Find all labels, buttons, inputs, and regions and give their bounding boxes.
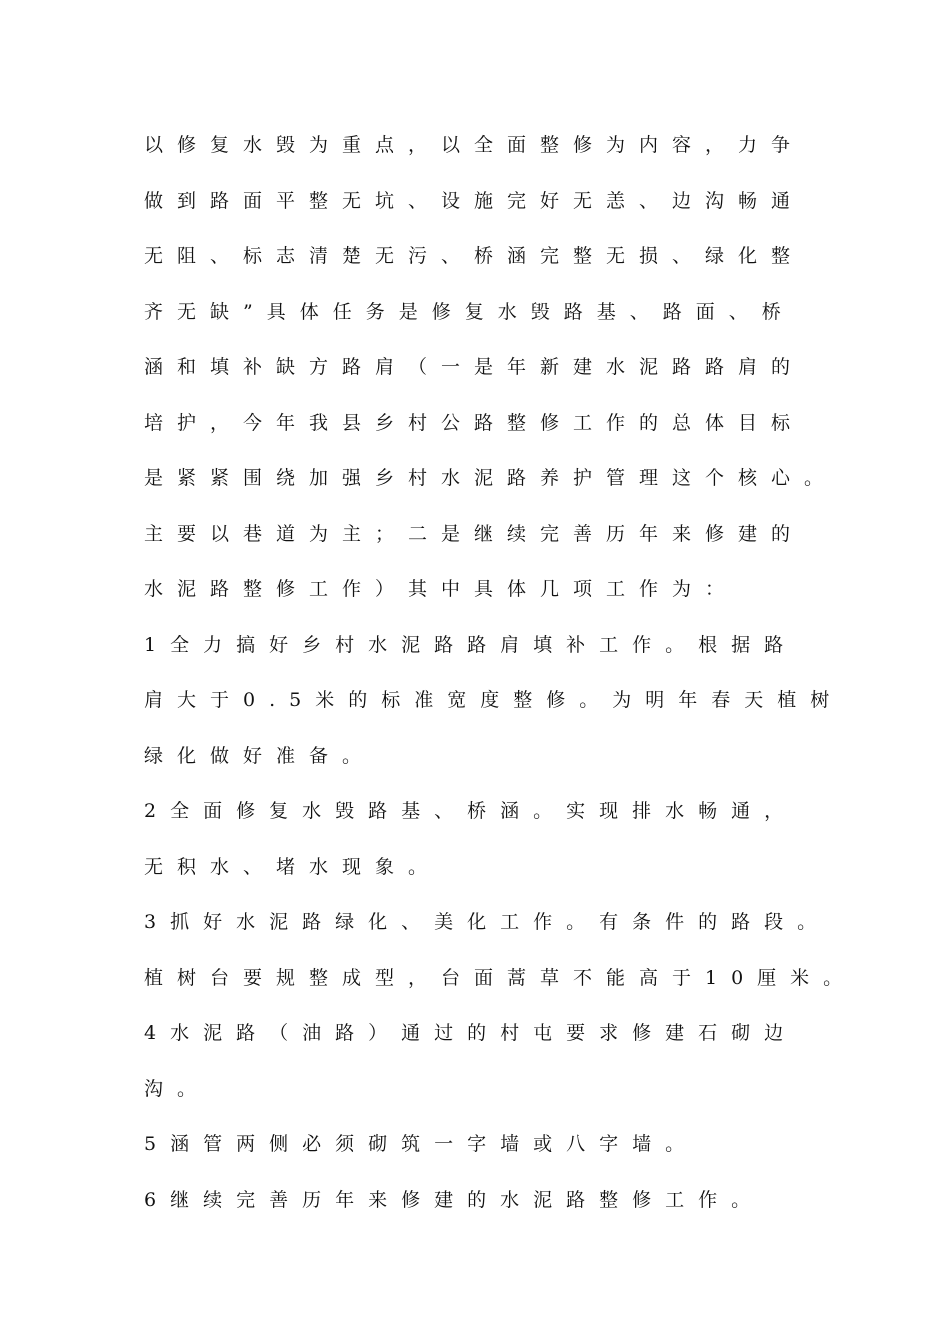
text-line: 齐无缺”具体任务是修复水毁路基、路面、桥: [144, 300, 795, 323]
text-line: 无阻、标志清楚无污、桥涵完整无损、绿化整: [144, 245, 805, 267]
list-item-5-line: 5涵管两侧必须砌筑一字墙或八字墙。: [144, 1133, 699, 1155]
text-line: 水泥路整修工作）其中具体几项工作为：: [144, 578, 739, 600]
document-body: [144, 124, 857, 1234]
list-item-1-line: 肩大于0.5米的标准宽度整修。为明年春天植树: [144, 689, 844, 711]
text-line: 以修复水毁为重点，以全面整修为内容，力争: [144, 134, 805, 156]
list-item-2-line: 2全面修复水毁路基、桥涵。实现排水畅通，: [144, 800, 798, 822]
text-line: 涵和填补缺方路肩（一是年新建水泥路路肩的: [144, 356, 805, 378]
list-item-2-line: 无积水、堵水现象。: [144, 855, 442, 878]
list-item-6-line: 6继续完善历年来修建的水泥路整修工作。: [144, 1188, 765, 1211]
text-line: 培护，今年我县乡村公路整修工作的总体目标: [144, 411, 805, 434]
list-item-4-line: 4水泥路（油路）通过的村屯要求修建石砌边: [144, 1022, 798, 1044]
text-line: 做到路面平整无坑、设施完好无恙、边沟畅通: [144, 189, 805, 212]
list-item-3-line: 3抓好水泥路绿化、美化工作。有条件的路段。: [144, 911, 831, 933]
list-item-1-line: 1全力搞好乡村水泥路路肩填补工作。根据路: [144, 633, 798, 656]
list-item-1-line: 绿化做好准备。: [144, 744, 376, 767]
text-line: 主要以巷道为主；二是继续完善历年来修建的: [144, 522, 805, 545]
list-item-4-line: 沟。: [144, 1077, 211, 1100]
list-item-3-line: 植树台要规整成型，台面蒿草不能高于10厘米。: [144, 966, 857, 989]
text-line: 是紧紧围绕加强乡村水泥路养护管理这个核心。: [144, 467, 838, 489]
